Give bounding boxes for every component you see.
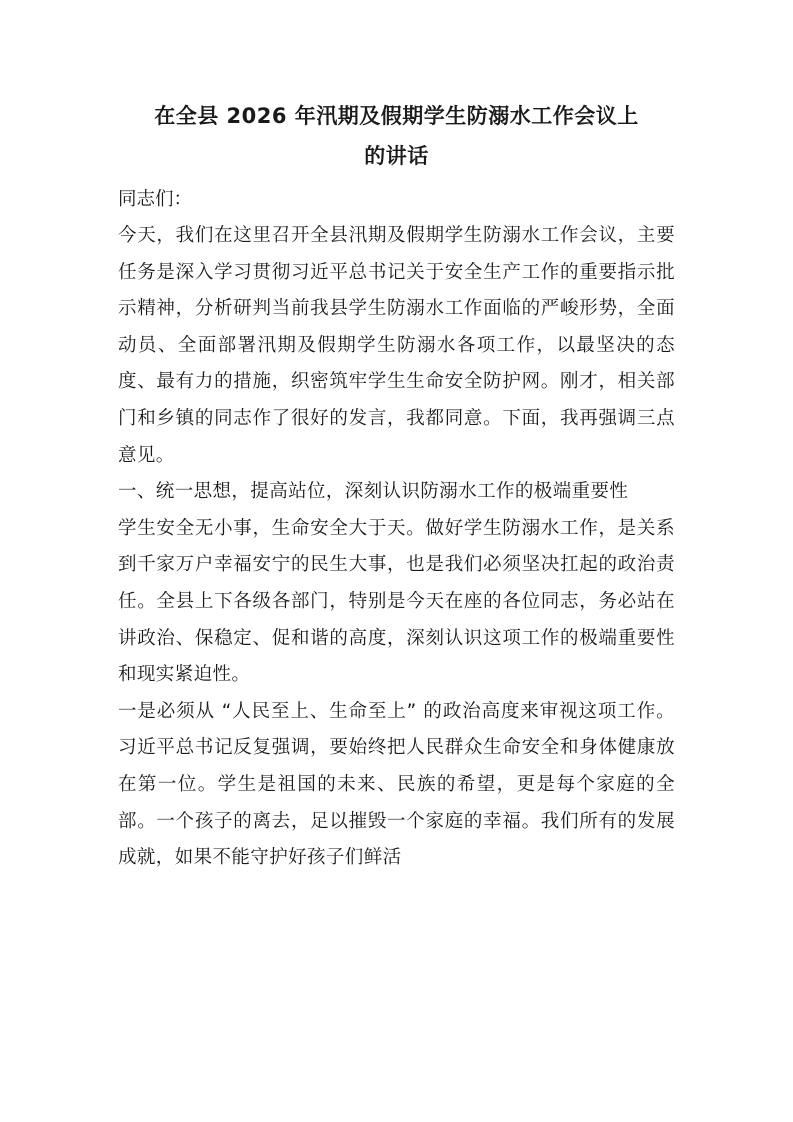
section-1-paragraph-2: 一是必须从 “人民至上、生命至上” 的政治高度来审视这项工作。习近平总书记反复强调，要始终把人民群众生命安全和身体健康放在第一位。学生是祖国的未来、民族的希望，更是每个家庭的全部。一个孩子的离去，足以摧毁一个家庭的幸福。我们所有的发展成就，如果不能守护好孩子们鲜活 — [118, 700, 675, 869]
title-line-2: 的讲话 — [364, 144, 429, 168]
intro-paragraph: 今天，我们在这里召开全县汛期及假期学生防溺水工作会议，主要任务是深入学习贯彻习近平总书记关于安全生产工作的重要指示批示精神，分析研判当前我县学生防溺水工作面临的严峻形势，全面动员、全面部署汛期及假期学生防溺水各项工作，以最坚决的态度、最有力的措施，织密筑牢学生生命安全防护网。刚才，相关部门和乡镇的同志作了很好的发言，我都同意。下面，我再强调三点意见。 — [118, 225, 675, 466]
salutation: 同志们： — [118, 189, 193, 210]
title-line-1: 在全县 2026 年汛期及假期学生防溺水工作会议上 — [154, 104, 639, 128]
document-title — [118, 96, 675, 176]
section-1-paragraph-1: 学生安全无小事，生命安全大于天。做好学生防溺水工作，是关系到千家万户幸福安宁的民生大事，也是我们必须坚决扛起的政治责任。全县上下各级各部门，特别是今天在座的各位同志，务必站在讲政治、保稳定、促和谐的高度，深刻认识这项工作的极端重要性和现实紧迫性。 — [118, 517, 675, 686]
section-1-heading: 一、统一思想，提高站位，深刻认识防溺水工作的极端重要性 — [118, 481, 629, 503]
